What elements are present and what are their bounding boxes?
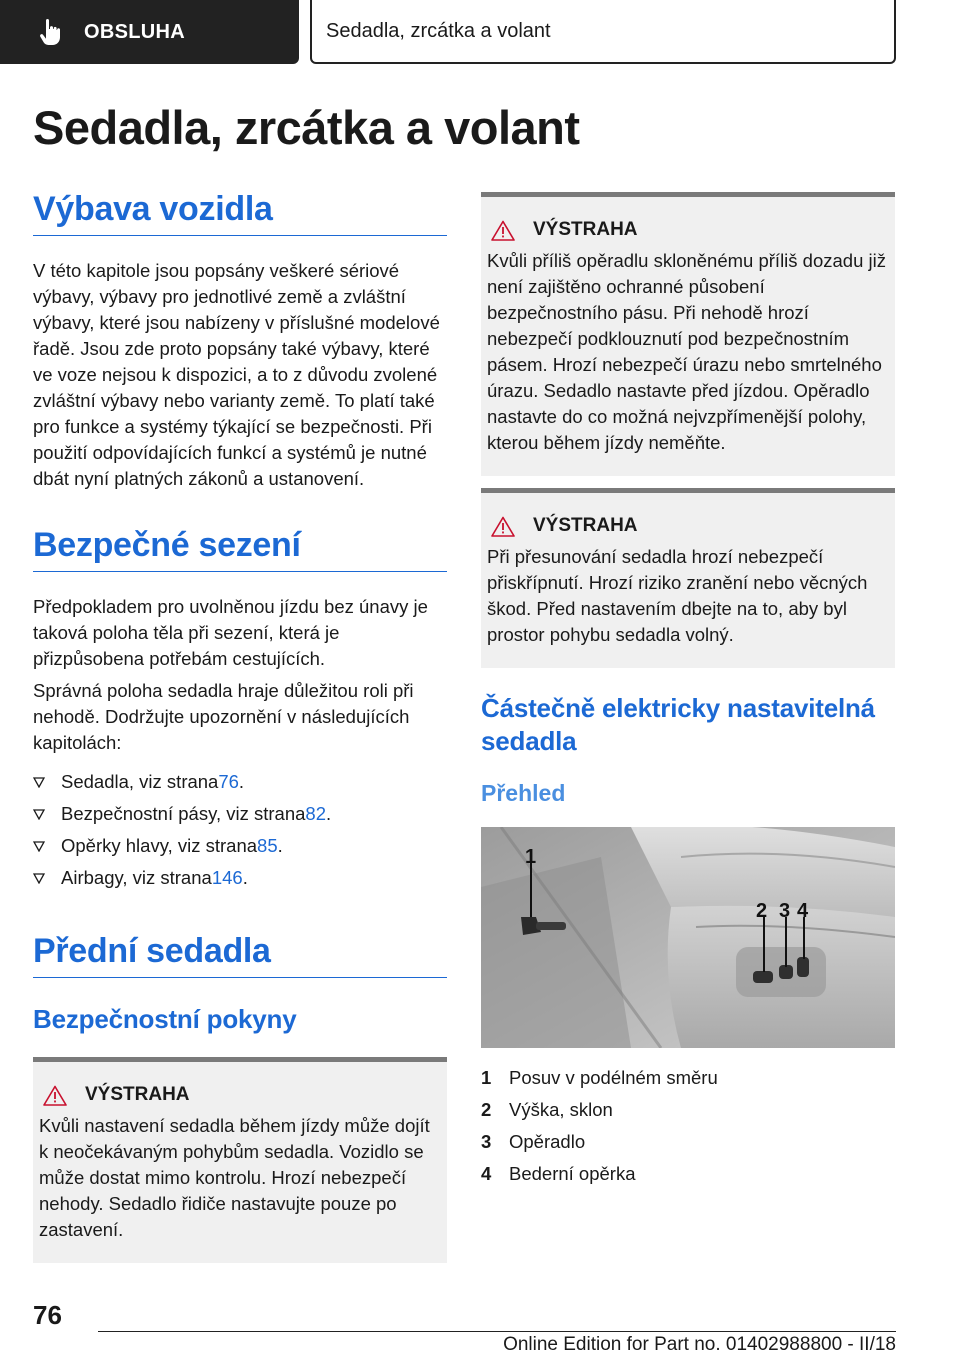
vybava-text: V této kapitole jsou popsány veškeré sériové výbavy, výbavy pro jednotlivé země a zvláštní výbavy, které jsou nabízeny v příslušné modelové řadě. Jsou zde proto popsány také výbavy, které ve voze nejsou k dispozici, a to z důvodu zvolené zvláštní výbavy nebo varianty země. To platí také pro funkce a systémy týkající se bezpečnosti. Při použití odpovídajících funkcí a systémů je nutné dbát nyní platných zákonů a ustanovení. (33, 260, 440, 489)
warning-title: VÝSTRAHA (85, 1084, 190, 1105)
list-item: Sedadla, viz strana 76 . (33, 766, 447, 798)
legend-item: 3 Opěradlo (481, 1131, 586, 1152)
warning-triangle-icon (43, 1085, 67, 1106)
bezpecne-p2: Správná poloha sedadla hraje důležitou roli při nehodě. Dodržujte upozornění v následujících kapitolách: (33, 680, 414, 753)
heading-vybava: Výbava vozidla (33, 190, 447, 236)
heading-castecne-elektricky: Částečně elektricky nastavitelná sedadla (481, 693, 875, 756)
subheading-prehled: Přehled (481, 780, 566, 806)
hand-pointer-icon (40, 19, 60, 45)
seat-illustration (481, 827, 895, 1048)
page-link[interactable]: 76 (218, 771, 239, 792)
photo-label-3: 3 (779, 900, 791, 922)
subheading-bezpecnostni-pokyny: Bezpečnostní pokyny (33, 1004, 297, 1034)
left-column (33, 190, 447, 1263)
legend-item: 4 Bederní opěrka (481, 1163, 636, 1184)
section-tab[interactable] (0, 0, 299, 64)
heading-bezpecne-sezeni: Bezpečné sezení (33, 526, 447, 572)
page-number: 76 (33, 1300, 62, 1330)
photo-label-2: 2 (756, 900, 768, 922)
triangle-bullet-icon (33, 873, 45, 884)
legend-item: 1 Posuv v podélném směru (481, 1067, 718, 1088)
breadcrumb[interactable]: Sedadla, zrcátka a volant (310, 0, 896, 64)
photo-legend (481, 1062, 895, 1190)
triangle-bullet-icon (33, 809, 45, 820)
warning-title: VÝSTRAHA (533, 219, 638, 240)
list-item: Opěrky hlavy, viz strana 85 . (33, 830, 447, 862)
warning-box (481, 488, 895, 668)
warning-title: VÝSTRAHA (533, 515, 638, 536)
triangle-bullet-icon (33, 841, 45, 852)
page-title: Sedadla, zrcátka a volant (33, 101, 580, 154)
triangle-bullet-icon (33, 777, 45, 788)
heading-predni-sedadla: Přední sedadla (33, 932, 447, 978)
warning-triangle-icon (491, 220, 515, 241)
page-link[interactable]: 85 (257, 835, 278, 856)
warning-text: Kvůli nastavení sedadla během jízdy může dojít k neočekávaným pohybům sedadla. Vozidlo se může dostat mimo kontrolu. Hrozí nebezpečí nehody. Sedadlo řidiče nastavujte pouze po zastavení. (39, 1115, 430, 1240)
page-link[interactable]: 146 (211, 867, 243, 888)
warning-box (481, 192, 895, 476)
legend-item: 2 Výška, sklon (481, 1099, 613, 1120)
list-item: Airbagy, viz strana 146 . (33, 862, 447, 894)
section-label: OBSLUHA (84, 20, 185, 43)
warning-box (33, 1057, 447, 1263)
page-link[interactable]: 82 (305, 803, 326, 824)
photo-label-4: 4 (797, 900, 809, 922)
list-item: Bezpečnostní pásy, viz strana 82 . (33, 798, 447, 830)
warning-triangle-icon (491, 516, 515, 537)
footer-edition: Online Edition for Part no. 01402988800 - II/18 (503, 1334, 896, 1355)
footer-divider (98, 1331, 896, 1332)
warning-text: Kvůli příliš opěradlu skloněnému příliš dozadu již není zajištěno ochranné působení bezpečnostního pásu. Při nehodě hrozí nebezpečí podklouznutí pod bezpečnostním pásem. Hrozí nebezpečí úrazu nebo smrtelného úrazu. Sedadlo nastavte před jízdou. Opěradlo nastavte do co možná nejvzpřímenější polohy, kterou během jízdy neměňte. (487, 250, 886, 453)
photo-label-1: 1 (525, 846, 537, 868)
warning-text: Při přesunování sedadla hrozí nebezpečí přiskřípnutí. Hrozí riziko zranění nebo věcných škod. Před nastavením dbejte na to, aby byl prostor pohybu sedadla volný. (487, 546, 868, 645)
reference-list (33, 766, 447, 894)
seat-controls-photo (481, 827, 895, 1048)
right-column (481, 192, 895, 1190)
bezpecne-p1: Předpokladem pro uvolněnou jízdu bez únavy je taková poloha těla při sezení, která je přizpůsobena potřebám cestujících. (33, 596, 428, 669)
